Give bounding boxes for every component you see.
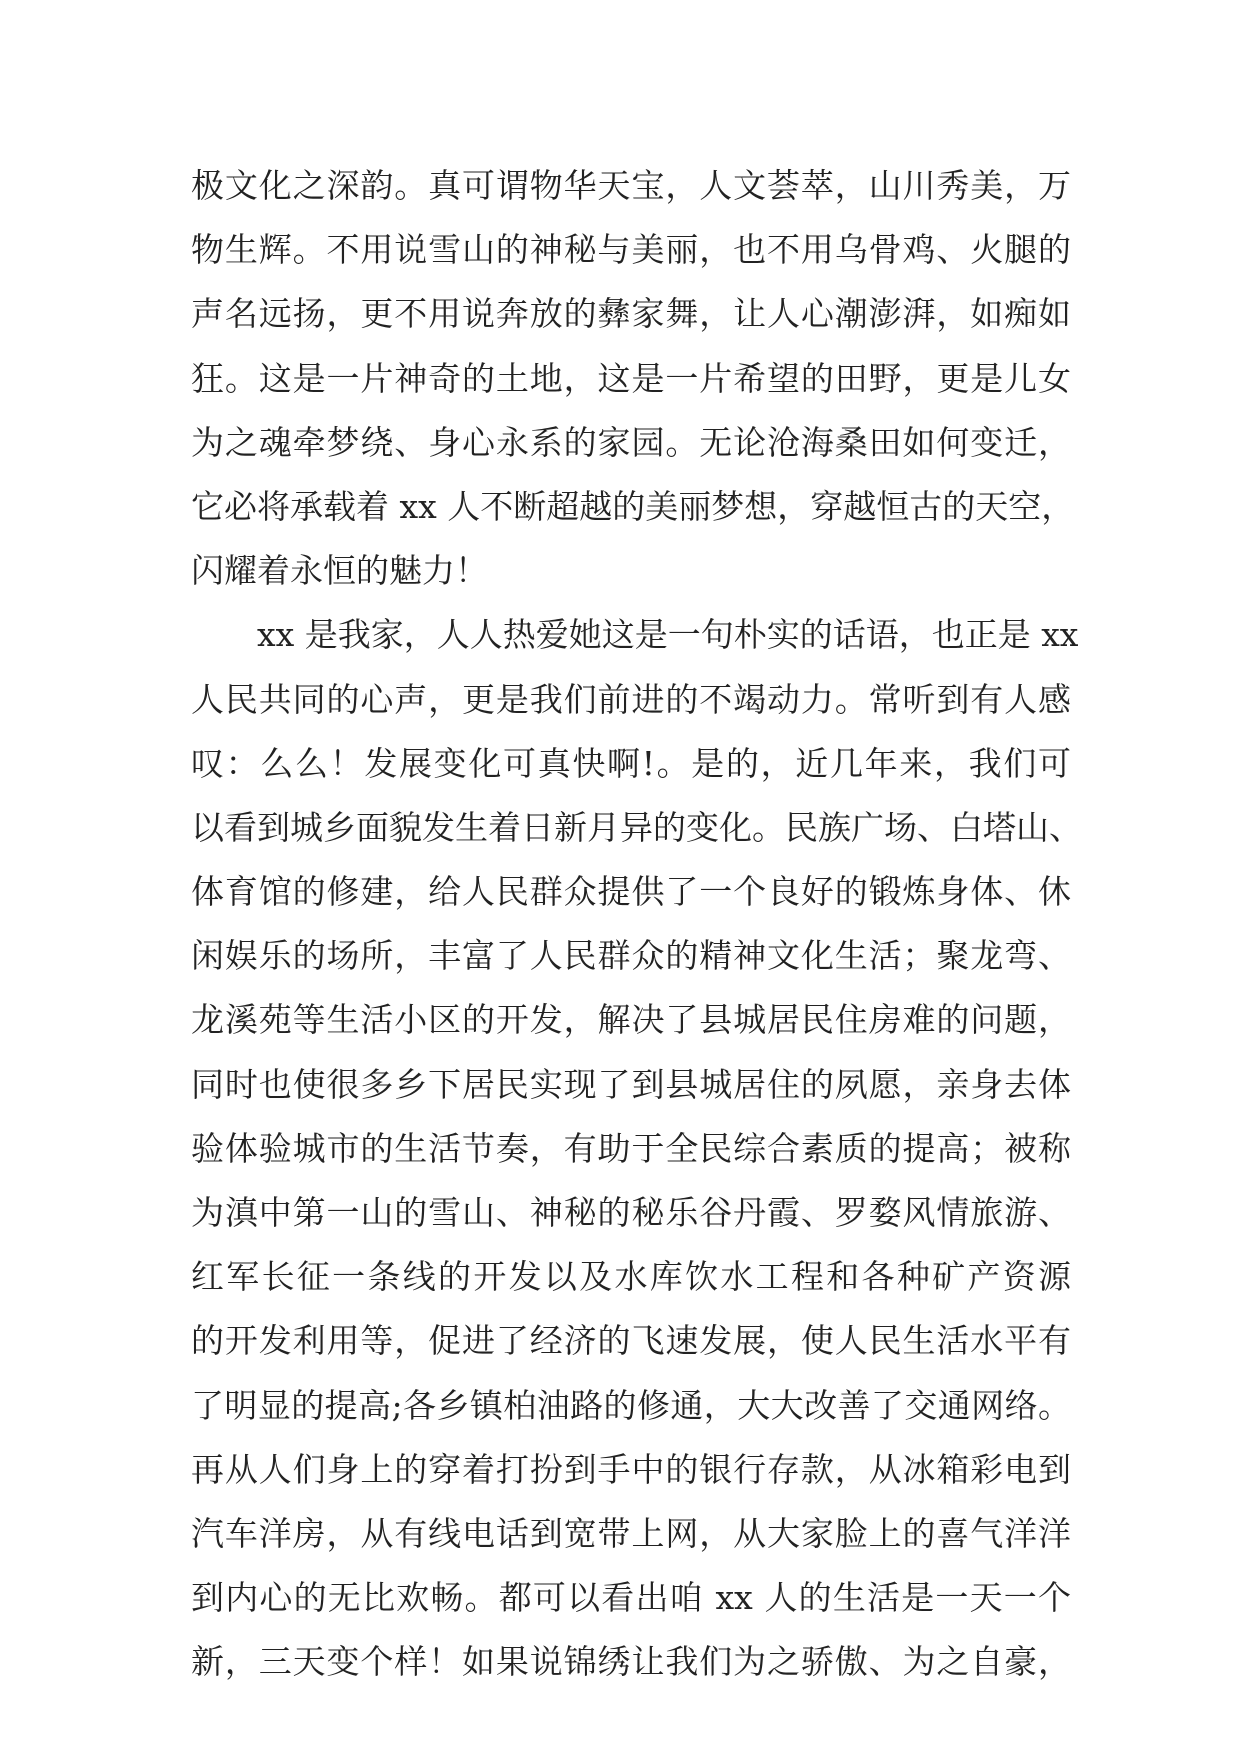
- text-line: 闪耀着永恒的魅力！: [191, 551, 488, 591]
- text-line: 新，三天变个样！如果说锦绣让我们为之骄傲、为之自豪，: [191, 1642, 1071, 1682]
- text-line: 物生辉。不用说雪山的神秘与美丽，也不用乌骨鸡、火腿的: [191, 230, 1071, 270]
- text-line: 为滇中第一山的雪山、神秘的秘乐谷丹霞、罗婺风情旅游、: [191, 1193, 1071, 1232]
- text-line: 为之魂牵梦绕、身心永系的家园。无论沧海桑田如何变迁，: [191, 422, 1071, 462]
- text-line: 汽车洋房，从有线电话到宽带上网，从大家脸上的喜气洋洋: [191, 1513, 1071, 1553]
- text-line: 人民共同的心声，更是我们前进的不竭动力。常听到有人感: [191, 679, 1071, 719]
- text-line: 同时也使很多乡下居民实现了到县城居住的夙愿，亲身去体: [191, 1064, 1071, 1104]
- text-line: 它必将承载着 xx 人不断超越的美丽梦想，穿越恒古的天空，: [191, 486, 1075, 526]
- text-line: 体育馆的修建，给人民群众提供了一个良好的锻炼身体、休: [191, 872, 1071, 912]
- text-line: xx 是我家，人人热爱她这是一句朴实的话语，也正是 xx: [257, 615, 1079, 655]
- text-line: 以看到城乡面貌发生着日新月异的变化。民族广场、白塔山、: [191, 807, 1082, 847]
- text-line: 的开发利用等，促进了经济的飞速发展，使人民生活水平有: [191, 1321, 1071, 1361]
- text-line: 了明显的提高;各乡镇柏油路的修通，大大改善了交通网络。: [191, 1385, 1071, 1425]
- text-line: 龙溪苑等生活小区的开发，解决了县城居民住房难的问题，: [191, 1000, 1071, 1040]
- text-line: 极文化之深韵。真可谓物华天宝，人文荟萃，山川秀美，万: [191, 166, 1071, 205]
- text-line: 狂。这是一片神奇的土地，这是一片希望的田野，更是儿女: [191, 358, 1071, 398]
- text-line: 声名远扬，更不用说奔放的彝家舞，让人心潮澎湃，如痴如: [191, 294, 1071, 334]
- text-line: 叹：么么！发展变化可真快啊!。是的，近几年来，我们可: [191, 743, 1071, 783]
- text-line: 到内心的无比欢畅。都可以看出咱 xx 人的生活是一天一个: [191, 1578, 1071, 1618]
- body-text: [191, 154, 1082, 1695]
- text-line: 再从人们身上的穿着打扮到手中的银行存款，从冰箱彩电到: [191, 1449, 1071, 1489]
- text-line: 红军长征一条线的开发以及水库饮水工程和各种矿产资源: [191, 1257, 1071, 1297]
- text-line: 验体验城市的生活节奏，有助于全民综合素质的提高；被称: [191, 1128, 1071, 1168]
- text-line: 闲娱乐的场所，丰富了人民群众的精神文化生活；聚龙弯、: [191, 936, 1071, 976]
